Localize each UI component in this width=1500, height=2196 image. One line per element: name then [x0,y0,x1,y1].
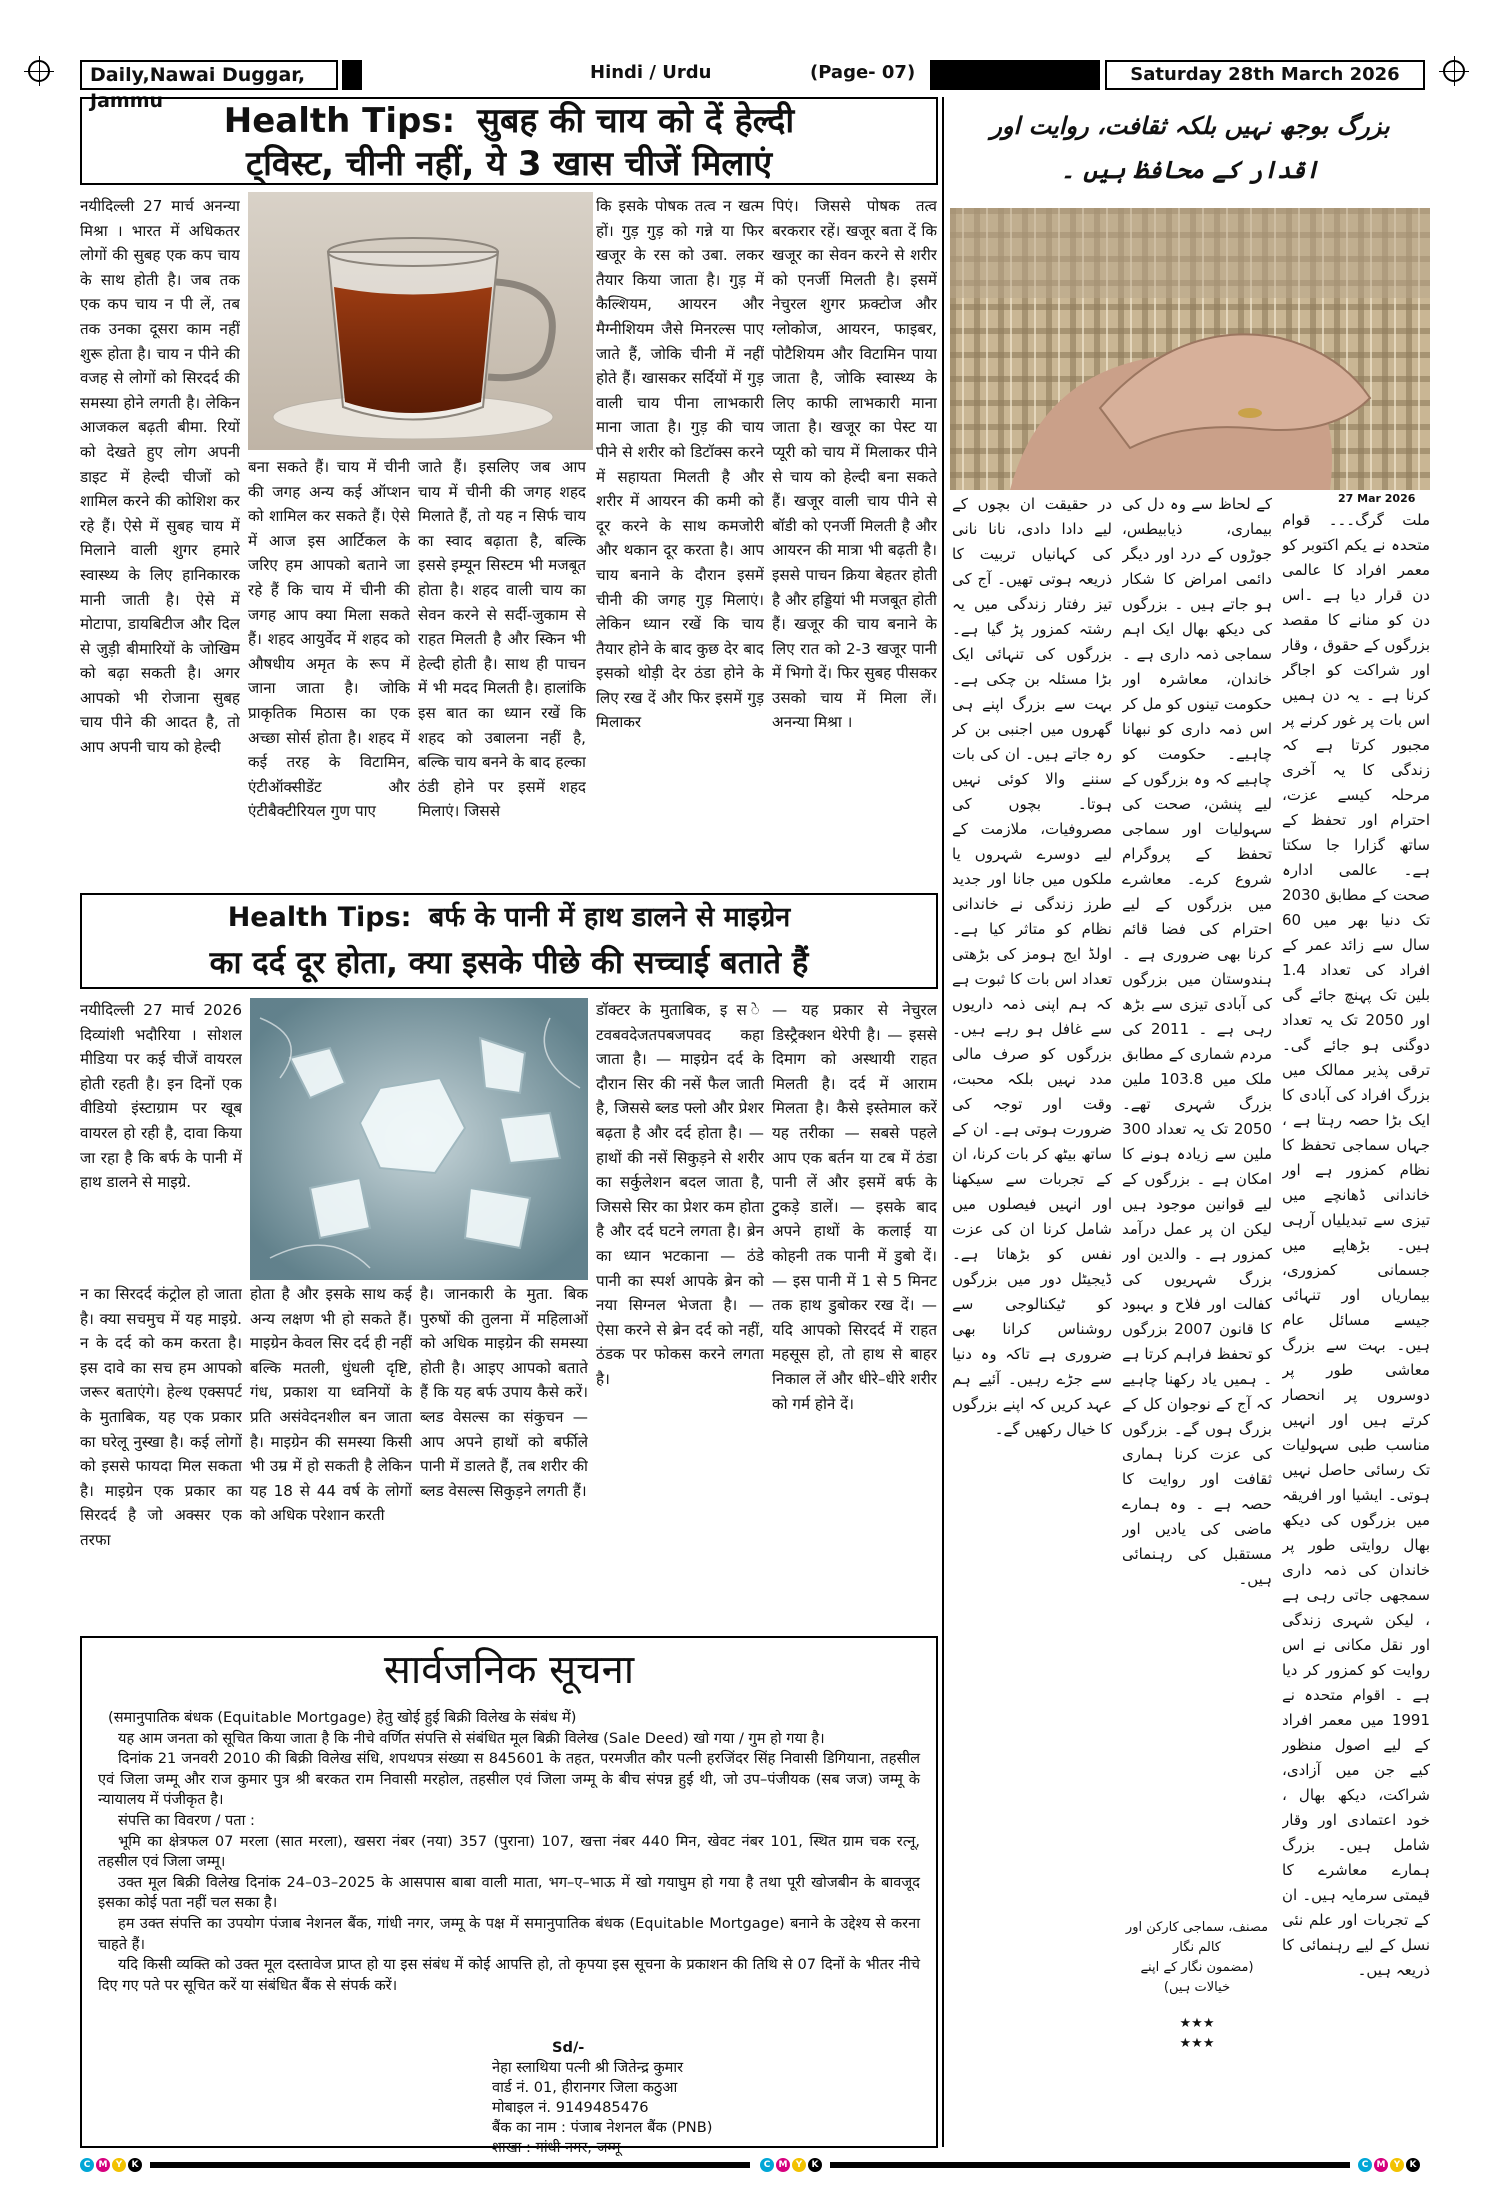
urdu-headline [950,104,1430,204]
notice-para-4: हम उक्त संपत्ति का उपयोग पंजाब नेशनल बैंक, गांधी नगर, जम्मू के पक्ष में समानुपातिक बंधक (Equitable Mortgage) बनाने के उद्देश्य से करना चाहते हैं। [98,1914,920,1953]
urdu-author-block [1122,1918,1272,2054]
header-bar-mid [930,60,1100,90]
section-stars-2: ★★★ [1179,2036,1215,2051]
notice-property-details: भूमि का क्षेत्रफल 07 मरला (सात मरला), खसरा नंबर (नया) 357 (पुराना) 107, खत्ता नंबर 440 मिन, खेवट नंबर 101, स्थित ग्राम चक रत्नू, तहसील एवं जिला जम्मू। [98,1832,920,1871]
signature-bank: बैंक का नाम : पंजाब नेशनल बैंक (PNB) [492,2119,713,2136]
registration-mark-top-right [1443,60,1465,82]
notice-body [98,1708,920,1996]
magenta-dot: M [96,2158,110,2172]
headline-tag: Health Tips: [223,101,456,141]
notice-signature [492,2038,712,2158]
black-dot: K [808,2158,822,2172]
footer-bar-right [830,2162,1350,2168]
article1-col2: बना सकते हैं। चाय में चीनी की जगह अन्य कई ऑप्शन को शामिल कर सकते हैं। ऐसे में आज इस आर्टिकल के जरिए हम आपको बताने जा रहे हैं कि चाय में चीनी की जगह आप क्या मिला सकते हैं। शहद आयुर्वेद में शहद को औषधीय अमृत के रूप में जाना जाता है। जोकि प्राकृतिक मिठास का एक अच्छा सोर्स होता है। शहद में कई तरह के विटामिन, एंटीऑक्सीडेंट और एंटीबैक्टीरियल गुण पाए [248,458,410,821]
magenta-dot: M [1374,2158,1388,2172]
ice-water-photo [250,998,588,1280]
yellow-dot: Y [1390,2158,1404,2172]
headline-hindi-2: ट्विस्ट, चीनी नहीं, ये 3 खास चीजें मिलाएं [245,144,773,184]
photo-caption: 27 Mar 2026 [1338,492,1416,505]
urdu-headline-1: بزرگ بوجھ نہیں بلکہ ثقافت، روایت اور [990,112,1390,140]
article1-col1: नयीदिल्ली 27 मार्च अनन्या मिश्रा । भारत में अधिकतर लोगों की सुबह एक कप चाय के साथ होती है। जब तक एक कप चाय न पी लें, तब तक उनका दूसरा काम नहीं शुरू होता है। चाय न पीने की वजह से लोगों को सिरदर्द की समस्या होने लगती है। लेकिन आजकल बढ़ती बीमा. रियों को देखते हुए लोग अपनी डाइट में हेल्दी चीजों को शामिल करने की कोशिश कर रहे हैं। ऐसे में सुबह चाय में मिलाने वाली शुगर हमारे स्वास्थ्य के लिए हानिकारक मानी जाती है। ऐसे में मोटापा, डायबिटीज और दिल से जुड़ी बीमारियों के जोखिम को बढ़ा सकती है। अगर आपको भी रोजाना सुबह चाय पीने की आदत है, तो आप अपनी चाय को हेल्दी [80,197,240,757]
registration-mark-top-left [28,60,50,82]
headline-hindi-1: सुबह की चाय को दें हेल्दी [477,101,795,141]
notice-property-label: संपत्ति का विवरण / पता : [118,1811,255,1829]
article2-col4: डॉक्टर के मुताबिक, इ स े टवबवदेजतपबजपवद कहा जाता है। — माइग्रेन दर्द के दौरान सिर की नसें फैल जाती है, जिससे ब्लड फ्लो और प्रेशर बढ़ता है और दर्द होता है। — हाथों की नसें सिकुड़ने से शरीर का सर्कुलेशन बदल जाता है, जिससे सिर का प्रेशर कम होता है और दर्द घटने लगता है। ब्रेन का ध्यान भटकाना — ठंडे पानी का स्पर्श आपके ब्रेन को नया सिग्नल भेजता है। — ऐसा करने से ब्रेन दर्द को नहीं, ठंडक पर फोकस करने लगता है। [596,1001,764,1388]
yellow-dot: Y [792,2158,806,2172]
article2-col5: — यह प्रकार से नेचुरल डिस्ट्रैक्शन थेरेपी है। — इससे दिमाग को अस्थायी राहत मिलती है। दर्द में आराम मिलता है। कैसे इस्तेमाल करें यह तरीका — सबसे पहले आप एक बर्तन या टब में ठंडा पानी लें और इसमें बर्फ के टुकड़े डालें। — इसके बाद अपने हाथों के कलाई या कोहनी तक पानी में डुबो दें। — इस पानी में 1 से 5 मिनट तक हाथ डुबोकर रख दें। — यदि आपको सिरदर्द में राहत महसूस हो, तो हाथ से बाहर निकाल लें और धीरे–धीरे शरीर को गर्म होने दें। [772,1001,937,1413]
page-number: (Page- 07) [810,62,916,83]
article2-col1-top: नयीदिल्ली 27 मार्च 2026 दिव्यांशी भदौरिया । सोशल मीडिया पर कई चीजें वायरल होती रहती है। इन दिनों एक वीडियो इंस्टाग्राम पर खूब वायरल हो रही है, दावा किया जा रहा है कि बर्फ के पानी में हाथ डालने से माइग्रे. [80,1001,242,1192]
article1-headline [80,97,938,185]
author-disclaimer: (مضمون نگار کے اپنے خیالات ہیں) [1140,1960,1254,1995]
notice-para-2: दिनांक 21 जनवरी 2010 की बिक्री विलेख संधि, शपथपत्र संख्या स 845601 के तहत, परमजीत कौर पत्नी हरजिंदर सिंह निवासी डिगियाना, तहसील एवं जिला जम्मू और राज कुमार पुत्र श्री बरकत राम निवासी मरहोल, तहसील एवं जिला जम्मू के बीच संपन्न हुई थी, जो उप–पंजीयक (सब जज) जम्मू के न्यायालय में पंजीकृत है। [98,1750,920,1809]
issue-date: Saturday 28th March 2026 [1105,60,1425,90]
section-stars-1: ★★★ [1179,2016,1215,2031]
urdu-col-left: در حقیقت ان بچوں کے لیے دادا دادی، نانا نانی کی کہانیاں تربیت کا ذریعہ ہوتی تھیں۔ آج کی تیز رفتار زندگی میں یہ رشتہ کمزور پڑ گیا ہے۔ بزرگوں کی تنہائی ایک بڑا مسئلہ بن چکی ہے۔ بہت سے بزرگ اپنے ہی گھروں میں اجنبی بن کر رہ جاتے ہیں۔ ان کی بات سننے والا کوئی نہیں ہوتا۔ بچوں کی مصروفیات، ملازمت کے لیے دوسرے شہروں یا ملکوں میں جانا اور جدید طرز زندگی نے خاندانی نظام کو متاثر کیا ہے۔ اولڈ ایج ہومز کی بڑھتی تعداد اس بات کا ثبوت ہے کہ ہم اپنی ذمہ داریوں سے غافل ہو رہے ہیں۔ بزرگوں کو صرف مالی مدد نہیں بلکہ محبت، وقت اور توجہ کی ضرورت ہوتی ہے۔ ان کے ساتھ بیٹھ کر بات کرنا، ان کے تجربات سے سیکھنا اور انہیں فیصلوں میں شامل کرنا ان کی عزت نفس کو بڑھاتا ہے۔ ڈیجیٹل دور میں بزرگوں کو ٹیکنالوجی سے روشناس کرانا بھی ضروری ہے تاکہ وہ دنیا سے جڑے رہیں۔ آئیے ہم عہد کریں کہ اپنے بزرگوں کا خیال رکھیں گے۔ [952,495,1112,1438]
urdu-section-divider [942,97,944,2147]
elderly-hands-illustration [950,208,1430,490]
page-header [80,56,1425,112]
article2-col2: होता है और इसके साथ कई अन्य लक्षण भी हो सकते हैं। माइग्रेन केवल सिर दर्द ही नहीं बल्कि मतली, धुंधली दृष्टि, गंध, प्रकाश या ध्वनियों के प्रति असंवेदनशील बन जाता है। माइग्रेन की समस्या किसी भी उम्र में हो सकती है लेकिन यह 18 से 44 वर्ष के लोगों को अधिक परेशान करती [250,1285,412,1525]
cmyk-marks-left [80,2158,142,2172]
urdu-headline-2: اقدار کے محافظ ہیں ۔ [1060,156,1320,184]
public-notice [80,1636,938,2156]
article1-col5: पिएं। जिससे पोषक तत्व बरकरार रहें। खजूर बता दें कि खजूर का सेवन करने से शरीर को एनर्जी मिलती है। इसमें नेचुरल शुगर फ्रक्टोज और ग्लोकोज, आयरन, फाइबर, पोटैशियम और विटामिन पाया जाता है, जोकि स्वास्थ्य के लिए काफी लाभकारी माना जाता है। खजूर का पेस्ट या प्यूरी को चाय में मिलाकर पीने से चाय को हेल्दी बना सकते हैं। खजूर वाली चाय पीने से बॉडी को एनर्जी मिलती है और आयरन की मात्रा भी बढ़ती है। इससे पाचन क्रिया बेहतर होती है और हड्डियां भी मजबूत होती हैं। खजूर की चाय बनाने के लिए रात को 2-3 खजूर पानी में भिगो दें। फिर सुबह पीसकर उसको चाय में मिला लें। अनन्या मिश्रा । [772,197,937,732]
header-bar-left [342,60,362,90]
signature-mobile: मोबाइल नं. 9149485476 [492,2099,649,2116]
cyan-dot: C [80,2158,94,2172]
urdu-col-middle: کے لحاظ سے وہ دل کی بیماری، ذیابیطس، جوڑوں کے درد اور دیگر دائمی امراض کا شکار ہو جاتے ہیں ۔ بزرگوں کی دیکھ بھال ایک اہم سماجی ذمہ داری ہے ۔ خاندان، معاشرہ اور حکومت تینوں کو مل کر اس ذمہ داری کو نبھانا چاہیے۔ حکومت کو چاہیے کہ وہ بزرگوں کے لیے پنشن، صحت کی سہولیات اور سماجی تحفظ کے پروگرام شروع کرے۔ معاشرے میں بزرگوں کے لیے احترام کی فضا قائم کرنا بھی ضروری ہے ۔ ہندوستان میں بزرگوں کی آبادی تیزی سے بڑھ رہی ہے ۔ 2011 کی مردم شماری کے مطابق ملک میں 103.8 ملین بزرگ شہری تھے۔ 2050 تک یہ تعداد 300 ملین سے زیادہ ہونے کا امکان ہے ۔ بزرگوں کے لیے قوانین موجود ہیں لیکن ان پر عمل درآمد کمزور ہے ۔ والدین اور بزرگ شہریوں کی کفالت اور فلاح و بہبود کا قانون 2007 بزرگوں کو تحفظ فراہم کرتا ہے ۔ ہمیں یاد رکھنا چاہیے کہ آج کے نوجوان کل کے بزرگ ہوں گے۔ بزرگوں کی عزت کرنا ہماری ثقافت اور روایت کا حصہ ہے ۔ وہ ہمارے ماضی کی یادیں اور مستقبل کی رہنمائی ہیں۔ [1122,495,1272,1588]
black-dot: K [128,2158,142,2172]
notice-para-5: यदि किसी व्यक्ति को उक्त मूल दस्तावेज प्राप्त हो या इस संबंध में कोई आपत्ति हो, तो कृपया इस सूचना के प्रकाशन की तिथि से 07 दिनों के भीतर नीचे दिए गए पते पर सूचित करें या संबंधित बैंक से संपर्क करें। [98,1956,920,1994]
yellow-dot: Y [112,2158,126,2172]
cmyk-marks-center [760,2158,822,2172]
urdu-col-right: ملت گرگ۔۔۔ قوام متحدہ نے یکم اکتوبر کو معمر افراد کا عالمی دن قرار دیا ہے ۔اس دن کو منانے کا مقصد بزرگوں کے حقوق ، وقار اور شراکت کو اجاگر کرنا ہے ۔ یہ دن ہمیں اس بات پر غور کرنے پر مجبور کرتا ہے کہ زندگی کا یہ آخری مرحلہ کیسے عزت، احترام اور تحفظ کے ساتھ گزارا جا سکتا ہے۔ عالمی ادارہ صحت کے مطابق 2030 تک دنیا بھر میں 60 سال سے زائد عمر کے افراد کی تعداد 1.4 بلین تک پہنچ جائے گی اور 2050 تک یہ تعداد دوگنی ہو جائے گی۔ ترقی پذیر ممالک میں بزرگ افراد کی آبادی کا ایک بڑا حصہ رہتا ہے ، جہاں سماجی تحفظ کا نظام کمزور ہے اور خاندانی ڈھانچے میں تیزی سے تبدیلیاں آرہی ہیں۔ بڑھاپے میں جسمانی کمزوری، بیماریاں اور تنہائی جیسے مسائل عام ہیں۔ بہت سے بزرگ معاشی طور پر دوسروں پر انحصار کرتے ہیں اور انہیں مناسب طبی سہولیات تک رسائی حاصل نہیں ہوتی۔ ایشیا اور افریقہ میں بزرگوں کی دیکھ بھال روایتی طور پر خاندان کی ذمہ داری سمجھی جاتی رہی ہے ، لیکن شہری زندگی اور نقل مکانی نے اس روایت کو کمزور کر دیا ہے ۔ اقوام متحدہ نے 1991 میں معمر افراد کے لیے اصول منظور کیے جن میں آزادی، شراکت، دیکھ بھال ، خود اعتمادی اور وقار شامل ہیں۔ بزرگ ہمارے معاشرے کا قیمتی سرمایہ ہیں۔ ان کے تجربات اور علم نئی نسل کے لیے رہنمائی کا ذریعہ ہیں۔ [1282,511,1430,1979]
tea-cup-photo [248,192,593,450]
article2-headline [80,893,938,989]
signature-name: नेहा स्लाथिया पत्नी श्री जितेन्द्र कुमार [492,2059,684,2076]
headline-row-1 [82,99,936,143]
cmyk-marks-right [1358,2158,1420,2172]
paper-name: Daily,Nawai Duggar, Jammu [80,60,338,90]
signature-sd: Sd/- [552,2039,585,2056]
article1-col3: जाते हैं। इसलिए जब आप चाय में चीनी की जगह शहद मिलाते हैं, तो यह न सिर्फ चाय का स्वाद बढ़ाता है, बल्कि इससे इम्यून सिस्टम भी मजबूत होता है। शहद वाली चाय का सेवन करने से सर्दी-जुकाम से राहत मिलती है और स्किन भी हेल्दी होती है। साथ ही पाचन में भी मदद मिलती है। हालांकि इस बात का ध्यान रखें कि शहद को उबालना नहीं है, बल्कि चाय बनने के बाद हल्का ठंडी होने पर इसमें शहद मिलाएं। जिससे [418,458,586,821]
elderly-hands-photo [950,208,1430,490]
notice-title: सार्वजनिक सूचना [383,1647,635,1693]
article2-col3: है। जानकारी के मुता. बिक पुरुषों की तुलना में महिलाओं को अधिक माइग्रेन की समस्या होती है। आइए आपको बताते हैं कि यह बर्फ उपाय कैसे करें। ब्लड वेसल्स का संकुचन — आप अपने हाथों को बर्फीले पानी में डालते हैं, तब शरीर की ब्लड वेसल्स सिकुड़ने लगती हैं। [420,1285,588,1500]
signature-branch: शाखा : गांधी नगर, जम्मू [492,2139,621,2156]
notice-para-3: उक्त मूल बिक्री विलेख दिनांक 24–03–2025 के आसपास बाबा वाली माता, भग–ए–भाऊ में खो गयाघुम हो गया है तथा पूरी खोजबीन के बावजूद इसका कोई पता नहीं चल सका है। [98,1873,920,1912]
tea-cup-illustration [248,192,593,450]
headline2-hindi-2: का दर्द दूर होता, क्या इसके पीछे की सच्चाई बताते हैं [209,945,809,981]
cyan-dot: C [1358,2158,1372,2172]
notice-para-1: यह आम जनता को सूचित किया जाता है कि नीचे वर्णित संपत्ति से संबंधित मूल बिक्री विलेख (Sale Deed) खो गया / गुम हो गया है। [118,1729,825,1747]
magenta-dot: M [776,2158,790,2172]
notice-subject: (समानुपातिक बंधक (Equitable Mortgage) हेतु खोई हुई बिक्री विलेख के संबंध में) [108,1709,577,1726]
black-dot: K [1406,2158,1420,2172]
headline2-hindi-1: बर्फ के पानी में हाथ डालने से माइग्रेन [428,902,791,933]
footer-bar-left [150,2162,750,2168]
headline2-tag: Health Tips: [227,902,412,933]
article1-col4: कि इसके पोषक तत्व न खत्म हों। गुड़ गुड़ को गन्ने या फिर खजूर के रस को उबा. लकर तैयार किया जाता है। गुड़ में कैल्शियम, आयरन और मैग्नीशियम जैसे मिनरल्स पाए जाते हैं, जोकि चीनी में नहीं होते हैं। खासकर सर्दियों में गुड़ वाली चाय पीना लाभकारी माना जाता है। गुड़ की चाय पीने से शरीर को डिटॉक्स करने में सहायता मिलती है और शरीर में आयरन की कमी को दूर करने के साथ कमजोरी और थकान दूर करता है। आप चाय बनाने के दौरान इसमें चीनी की जगह गुड़ मिलाएं। लेकिन ध्यान रखें कि चाय तैयार होने के बाद कुछ देर बाद इसको थोड़ी देर ठंडा होने के लिए रख दें और फिर इसमें गुड़ मिलाकर [596,197,764,732]
signature-address: वार्ड नं. 01, हीरानगर जिला कठुआ [492,2079,678,2096]
language-label: Hindi / Urdu [590,62,712,83]
cyan-dot: C [760,2158,774,2172]
article2-col1-bottom: न का सिरदर्द कंट्रोल हो जाता है। क्या सचमुच में यह माइग्रे. न के दर्द को कम करता है। इस दावे का सच हम आपको जरूर बताएंगे। हेल्थ एक्सपर्ट के मुताबिक, यह एक प्रकार का घरेलू नुस्खा है। कई लोगों को इससे फायदा मिल सकता है। माइग्रेन एक प्रकार का सिरदर्द है जो अक्सर एक तरफा [80,1285,242,1549]
ice-cubes-illustration [250,998,588,1280]
headline2-row-1 [82,895,936,941]
author-credit: مصنف، سماجی کارکن اور کالم نگار [1125,1920,1269,1955]
